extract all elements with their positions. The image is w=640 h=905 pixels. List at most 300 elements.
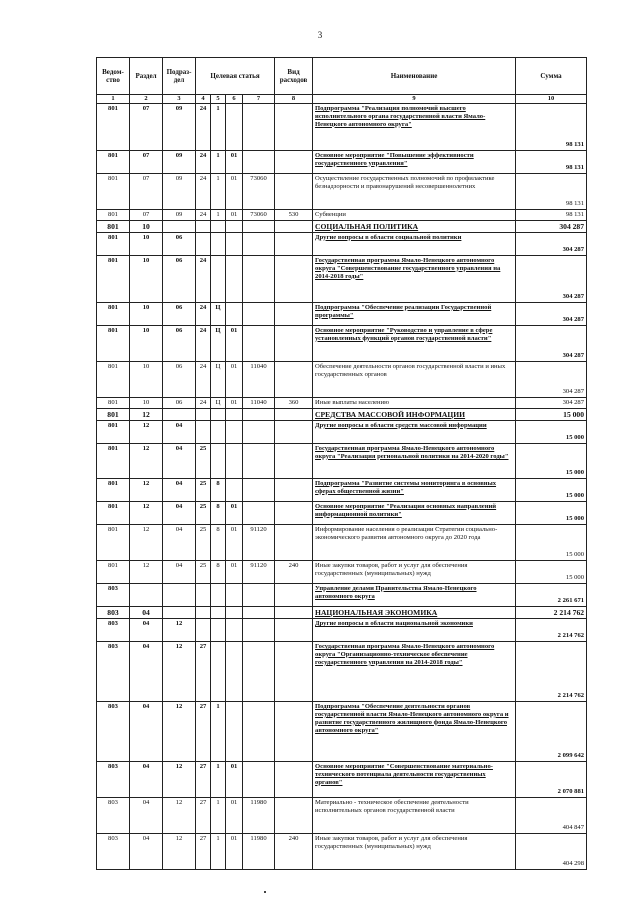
cell-razdel: 12 bbox=[130, 560, 163, 583]
table-row bbox=[97, 560, 587, 583]
cell-cs2: 1 bbox=[211, 150, 226, 173]
table-row bbox=[97, 443, 587, 478]
cell-cs3: 01 bbox=[226, 150, 243, 173]
cell-cs2: Ц bbox=[211, 397, 226, 408]
cell-vedomstvo: 801 bbox=[97, 103, 130, 150]
cell-cs2: Ц bbox=[211, 361, 226, 397]
cell-naimenovanie: Основное мероприятие "Руководство и управление в сфере установленных функций органов государственной власти" bbox=[313, 325, 516, 361]
cell-cs4 bbox=[243, 232, 275, 255]
cell-vid bbox=[275, 232, 313, 255]
cell-cs2: 1 bbox=[211, 209, 226, 220]
cell-cs3 bbox=[226, 232, 243, 255]
cell-cs3: 01 bbox=[226, 397, 243, 408]
table-row bbox=[97, 209, 587, 220]
cell-cs1: 25 bbox=[196, 478, 211, 501]
cell-vedomstvo: 801 bbox=[97, 478, 130, 501]
table-row bbox=[97, 173, 587, 209]
table-row bbox=[97, 761, 587, 797]
cell-cs2: 1 bbox=[211, 833, 226, 869]
cell-vid: 530 bbox=[275, 209, 313, 220]
table-row bbox=[97, 701, 587, 761]
cell-vid bbox=[275, 420, 313, 443]
header-naimenovanie: Наименование bbox=[313, 58, 516, 95]
cell-summa: 404 847 bbox=[516, 797, 587, 833]
cell-summa: 304 287 bbox=[516, 255, 587, 302]
scan-mark bbox=[264, 891, 266, 893]
cell-cs1: 25 bbox=[196, 501, 211, 524]
cell-podrazdel: 04 bbox=[163, 501, 196, 524]
cell-vedomstvo: 801 bbox=[97, 220, 130, 232]
cell-vedomstvo: 801 bbox=[97, 150, 130, 173]
cell-naimenovanie: Подпрограмма "Реализация полномочий высшего исполнительного органа государственной власти Ямало-Ненецкого автономного округа" bbox=[313, 103, 516, 150]
cell-cs4 bbox=[243, 478, 275, 501]
cell-vid bbox=[275, 701, 313, 761]
header-celevaya-statya: Целевая статья bbox=[196, 58, 275, 95]
cell-vid bbox=[275, 606, 313, 618]
cell-cs3 bbox=[226, 103, 243, 150]
cell-razdel: 10 bbox=[130, 232, 163, 255]
cell-summa: 2 214 762 bbox=[516, 606, 587, 618]
cell-podrazdel: 12 bbox=[163, 618, 196, 641]
cell-vedomstvo: 803 bbox=[97, 606, 130, 618]
cell-summa: 15 000 bbox=[516, 501, 587, 524]
table-row bbox=[97, 408, 587, 420]
cell-vedomstvo: 801 bbox=[97, 501, 130, 524]
cell-podrazdel: 06 bbox=[163, 361, 196, 397]
column-number: 6 bbox=[226, 95, 243, 104]
cell-vid bbox=[275, 797, 313, 833]
cell-naimenovanie: Обеспечение деятельности органов государственной власти и иных государственных органов bbox=[313, 361, 516, 397]
cell-podrazdel: 06 bbox=[163, 232, 196, 255]
cell-razdel: 10 bbox=[130, 220, 163, 232]
cell-cs3: 01 bbox=[226, 361, 243, 397]
cell-cs4 bbox=[243, 220, 275, 232]
cell-cs1 bbox=[196, 232, 211, 255]
cell-cs4: 73060 bbox=[243, 173, 275, 209]
cell-naimenovanie: Другие вопросы в области национальной экономики bbox=[313, 618, 516, 641]
cell-vedomstvo: 801 bbox=[97, 560, 130, 583]
cell-podrazdel: 12 bbox=[163, 833, 196, 869]
cell-podrazdel bbox=[163, 583, 196, 606]
cell-vid bbox=[275, 302, 313, 325]
cell-vedomstvo: 801 bbox=[97, 443, 130, 478]
table-row bbox=[97, 232, 587, 255]
cell-podrazdel: 04 bbox=[163, 443, 196, 478]
table-row bbox=[97, 606, 587, 618]
cell-cs1: 24 bbox=[196, 397, 211, 408]
cell-podrazdel: 09 bbox=[163, 209, 196, 220]
cell-podrazdel: 06 bbox=[163, 255, 196, 302]
cell-podrazdel bbox=[163, 220, 196, 232]
cell-cs2: 1 bbox=[211, 173, 226, 209]
header-podrazdel: Подраз-дел bbox=[163, 58, 196, 95]
cell-cs1: 24 bbox=[196, 209, 211, 220]
cell-podrazdel: 09 bbox=[163, 173, 196, 209]
cell-summa: 304 287 bbox=[516, 361, 587, 397]
cell-cs2: 8 bbox=[211, 478, 226, 501]
cell-razdel: 04 bbox=[130, 797, 163, 833]
cell-summa: 304 287 bbox=[516, 220, 587, 232]
cell-cs2 bbox=[211, 220, 226, 232]
cell-vedomstvo: 803 bbox=[97, 797, 130, 833]
cell-cs1: 25 bbox=[196, 560, 211, 583]
column-number: 10 bbox=[516, 95, 587, 104]
cell-cs3: 01 bbox=[226, 209, 243, 220]
cell-cs4: 73060 bbox=[243, 209, 275, 220]
cell-summa: 15 000 bbox=[516, 420, 587, 443]
cell-naimenovanie: Другие вопросы в области средств массовой информации bbox=[313, 420, 516, 443]
column-number: 3 bbox=[163, 95, 196, 104]
cell-vid bbox=[275, 501, 313, 524]
cell-vid bbox=[275, 361, 313, 397]
cell-cs2 bbox=[211, 618, 226, 641]
cell-cs3: 01 bbox=[226, 173, 243, 209]
cell-razdel: 04 bbox=[130, 606, 163, 618]
cell-cs2 bbox=[211, 420, 226, 443]
cell-naimenovanie: Государственная программа Ямало-Ненецкого автономного округа "Реализация региональной политики на 2014-2020 годы" bbox=[313, 443, 516, 478]
cell-cs3 bbox=[226, 255, 243, 302]
cell-vedomstvo: 803 bbox=[97, 701, 130, 761]
cell-cs2 bbox=[211, 443, 226, 478]
table-row bbox=[97, 361, 587, 397]
table-row bbox=[97, 797, 587, 833]
cell-vid bbox=[275, 103, 313, 150]
cell-summa: 404 298 bbox=[516, 833, 587, 869]
cell-summa: 2 070 881 bbox=[516, 761, 587, 797]
cell-cs2: 1 bbox=[211, 103, 226, 150]
column-number: 1 bbox=[97, 95, 130, 104]
cell-vid bbox=[275, 524, 313, 560]
cell-naimenovanie: Иные закупки товаров, работ и услуг для обеспечения государственных (муниципальных) нужд bbox=[313, 833, 516, 869]
cell-naimenovanie: Информирование населения о реализации Стратегии социально-экономического развития автономного округа до 2020 года bbox=[313, 524, 516, 560]
cell-cs3 bbox=[226, 583, 243, 606]
cell-cs1: 24 bbox=[196, 103, 211, 150]
cell-cs3 bbox=[226, 478, 243, 501]
cell-cs3: 01 bbox=[226, 761, 243, 797]
cell-summa: 2 099 642 bbox=[516, 701, 587, 761]
table-row bbox=[97, 524, 587, 560]
header-razdel: Раздел bbox=[130, 58, 163, 95]
cell-cs3: 01 bbox=[226, 833, 243, 869]
cell-cs3 bbox=[226, 618, 243, 641]
table-row bbox=[97, 501, 587, 524]
table-row bbox=[97, 583, 587, 606]
cell-vid: 240 bbox=[275, 833, 313, 869]
cell-razdel: 04 bbox=[130, 701, 163, 761]
cell-cs3 bbox=[226, 443, 243, 478]
cell-podrazdel: 12 bbox=[163, 701, 196, 761]
cell-naimenovanie: Осуществление государственных полномочий по профилактике безнадзорности и правонарушений несовершеннолетних bbox=[313, 173, 516, 209]
cell-cs4 bbox=[243, 302, 275, 325]
cell-cs4 bbox=[243, 103, 275, 150]
cell-summa: 304 287 bbox=[516, 232, 587, 255]
table-row bbox=[97, 255, 587, 302]
cell-naimenovanie: НАЦИОНАЛЬНАЯ ЭКОНОМИКА bbox=[313, 606, 516, 618]
header-vid-raskhodov: Вид расходов bbox=[275, 58, 313, 95]
cell-razdel: 10 bbox=[130, 302, 163, 325]
cell-vid bbox=[275, 618, 313, 641]
cell-cs2 bbox=[211, 255, 226, 302]
cell-summa: 15 000 bbox=[516, 443, 587, 478]
cell-podrazdel: 09 bbox=[163, 103, 196, 150]
table-row bbox=[97, 103, 587, 150]
cell-podrazdel: 06 bbox=[163, 302, 196, 325]
header-summa: Сумма bbox=[516, 58, 587, 95]
cell-cs2 bbox=[211, 583, 226, 606]
cell-cs4 bbox=[243, 606, 275, 618]
cell-cs1: 24 bbox=[196, 173, 211, 209]
cell-cs4 bbox=[243, 408, 275, 420]
cell-cs3 bbox=[226, 701, 243, 761]
column-number: 9 bbox=[313, 95, 516, 104]
cell-cs1 bbox=[196, 618, 211, 641]
cell-cs4: 91120 bbox=[243, 524, 275, 560]
cell-razdel: 04 bbox=[130, 641, 163, 701]
cell-cs2: 1 bbox=[211, 761, 226, 797]
column-number: 5 bbox=[211, 95, 226, 104]
cell-podrazdel: 12 bbox=[163, 797, 196, 833]
cell-naimenovanie: Основное мероприятие "Реализация основных направлений информационной политики" bbox=[313, 501, 516, 524]
page-number: 3 bbox=[317, 30, 323, 40]
column-number-row bbox=[97, 95, 587, 104]
cell-cs1 bbox=[196, 220, 211, 232]
cell-summa: 98 131 bbox=[516, 150, 587, 173]
cell-razdel: 12 bbox=[130, 524, 163, 560]
cell-podrazdel bbox=[163, 408, 196, 420]
cell-cs4 bbox=[243, 150, 275, 173]
cell-cs4 bbox=[243, 618, 275, 641]
table-row bbox=[97, 618, 587, 641]
cell-vedomstvo: 801 bbox=[97, 524, 130, 560]
cell-cs1: 24 bbox=[196, 325, 211, 361]
cell-vid bbox=[275, 761, 313, 797]
cell-razdel: 10 bbox=[130, 325, 163, 361]
cell-cs4 bbox=[243, 325, 275, 361]
cell-vid bbox=[275, 220, 313, 232]
cell-summa: 304 287 bbox=[516, 325, 587, 361]
table-row bbox=[97, 150, 587, 173]
column-number: 4 bbox=[196, 95, 211, 104]
cell-summa: 98 131 bbox=[516, 209, 587, 220]
cell-naimenovanie: Субвенции bbox=[313, 209, 516, 220]
cell-vedomstvo: 801 bbox=[97, 232, 130, 255]
column-number: 7 bbox=[243, 95, 275, 104]
cell-cs1: 24 bbox=[196, 361, 211, 397]
cell-vid bbox=[275, 478, 313, 501]
cell-cs3: 01 bbox=[226, 797, 243, 833]
cell-cs1: 27 bbox=[196, 701, 211, 761]
cell-cs4: 11040 bbox=[243, 361, 275, 397]
cell-naimenovanie: Иные выплаты населению bbox=[313, 397, 516, 408]
cell-naimenovanie: Подпрограмма "Развитие системы мониторинга в основных сферах общественной жизни" bbox=[313, 478, 516, 501]
cell-naimenovanie: Государственная программа Ямало-Ненецкого автономного округа "Организационно-техническое обеспечение государственного управления на 2014-2018 годы" bbox=[313, 641, 516, 701]
cell-podrazdel: 06 bbox=[163, 397, 196, 408]
cell-vid bbox=[275, 408, 313, 420]
table-row bbox=[97, 397, 587, 408]
column-number: 8 bbox=[275, 95, 313, 104]
cell-razdel: 07 bbox=[130, 209, 163, 220]
cell-cs2: Ц bbox=[211, 325, 226, 361]
cell-cs1: 27 bbox=[196, 833, 211, 869]
cell-razdel: 12 bbox=[130, 420, 163, 443]
cell-naimenovanie: Подпрограмма "Обеспечение деятельности органов государственной власти Ямало-Ненецкого автономного округа и развитие государственного жилищного фонда Ямало-Ненецкого автономного округа" bbox=[313, 701, 516, 761]
cell-razdel: 10 bbox=[130, 361, 163, 397]
cell-cs3 bbox=[226, 408, 243, 420]
cell-summa: 304 287 bbox=[516, 397, 587, 408]
cell-cs1 bbox=[196, 606, 211, 618]
cell-cs4: 11980 bbox=[243, 833, 275, 869]
cell-cs2: 1 bbox=[211, 797, 226, 833]
cell-podrazdel: 12 bbox=[163, 761, 196, 797]
cell-naimenovanie: Подпрограмма "Обеспечение реализации Государственной программы" bbox=[313, 302, 516, 325]
cell-cs4 bbox=[243, 701, 275, 761]
cell-cs1: 27 bbox=[196, 797, 211, 833]
cell-vedomstvo: 801 bbox=[97, 302, 130, 325]
cell-vid bbox=[275, 255, 313, 302]
cell-vedomstvo: 801 bbox=[97, 397, 130, 408]
table-row bbox=[97, 420, 587, 443]
cell-vedomstvo: 801 bbox=[97, 325, 130, 361]
cell-cs4 bbox=[243, 761, 275, 797]
budget-table bbox=[96, 57, 587, 870]
cell-naimenovanie: Основное мероприятие "Совершенствование материально-технического потенциала деятельности государственных органов" bbox=[313, 761, 516, 797]
cell-cs1: 25 bbox=[196, 443, 211, 478]
cell-naimenovanie: Основное мероприятие "Повышение эффективности государственного управления" bbox=[313, 150, 516, 173]
cell-cs1: 27 bbox=[196, 641, 211, 701]
cell-razdel bbox=[130, 583, 163, 606]
cell-cs1: 24 bbox=[196, 150, 211, 173]
cell-summa: 304 287 bbox=[516, 302, 587, 325]
cell-vedomstvo: 803 bbox=[97, 618, 130, 641]
cell-cs1 bbox=[196, 408, 211, 420]
cell-cs4 bbox=[243, 583, 275, 606]
cell-vid bbox=[275, 641, 313, 701]
cell-cs3: 01 bbox=[226, 560, 243, 583]
table-row bbox=[97, 833, 587, 869]
cell-podrazdel: 04 bbox=[163, 560, 196, 583]
cell-vid bbox=[275, 150, 313, 173]
cell-cs3 bbox=[226, 641, 243, 701]
cell-vedomstvo: 803 bbox=[97, 833, 130, 869]
cell-cs2: 1 bbox=[211, 701, 226, 761]
cell-cs3: 01 bbox=[226, 325, 243, 361]
cell-vedomstvo: 801 bbox=[97, 173, 130, 209]
cell-razdel: 04 bbox=[130, 761, 163, 797]
cell-razdel: 07 bbox=[130, 150, 163, 173]
cell-summa: 15 000 bbox=[516, 478, 587, 501]
cell-razdel: 12 bbox=[130, 478, 163, 501]
cell-naimenovanie: Иные закупки товаров, работ и услуг для обеспечения государственных (муниципальных) нужд bbox=[313, 560, 516, 583]
cell-vid: 360 bbox=[275, 397, 313, 408]
cell-vid bbox=[275, 583, 313, 606]
cell-summa: 2 261 671 bbox=[516, 583, 587, 606]
cell-cs2 bbox=[211, 606, 226, 618]
cell-vedomstvo: 801 bbox=[97, 361, 130, 397]
cell-cs3 bbox=[226, 302, 243, 325]
cell-vedomstvo: 801 bbox=[97, 420, 130, 443]
table-body bbox=[97, 103, 587, 869]
cell-cs1: 24 bbox=[196, 302, 211, 325]
cell-naimenovanie: Материально - техническое обеспечение деятельности исполнительных органов государственной власти bbox=[313, 797, 516, 833]
cell-naimenovanie: Управление делами Правительства Ямало-Ненецкого автономного округа bbox=[313, 583, 516, 606]
cell-naimenovanie: Другие вопросы в области социальной политики bbox=[313, 232, 516, 255]
cell-vid bbox=[275, 325, 313, 361]
cell-vedomstvo: 803 bbox=[97, 761, 130, 797]
cell-naimenovanie: СРЕДСТВА МАССОВОЙ ИНФОРМАЦИИ bbox=[313, 408, 516, 420]
cell-cs4: 11040 bbox=[243, 397, 275, 408]
cell-cs3: 01 bbox=[226, 524, 243, 560]
cell-cs2: 8 bbox=[211, 524, 226, 560]
cell-summa: 98 131 bbox=[516, 103, 587, 150]
cell-razdel: 12 bbox=[130, 501, 163, 524]
cell-naimenovanie: СОЦИАЛЬНАЯ ПОЛИТИКА bbox=[313, 220, 516, 232]
cell-summa: 15 000 bbox=[516, 560, 587, 583]
header-vedomstvo: Ведом-ство bbox=[97, 58, 130, 95]
cell-razdel: 04 bbox=[130, 833, 163, 869]
cell-vid: 240 bbox=[275, 560, 313, 583]
cell-vedomstvo: 801 bbox=[97, 408, 130, 420]
cell-vid bbox=[275, 443, 313, 478]
cell-summa: 98 131 bbox=[516, 173, 587, 209]
cell-summa: 2 214 762 bbox=[516, 618, 587, 641]
cell-vedomstvo: 801 bbox=[97, 255, 130, 302]
cell-vedomstvo: 803 bbox=[97, 583, 130, 606]
cell-vedomstvo: 803 bbox=[97, 641, 130, 701]
cell-summa: 15 000 bbox=[516, 524, 587, 560]
cell-razdel: 10 bbox=[130, 255, 163, 302]
table-row bbox=[97, 220, 587, 232]
cell-razdel: 04 bbox=[130, 618, 163, 641]
cell-podrazdel: 12 bbox=[163, 641, 196, 701]
cell-cs3: 01 bbox=[226, 501, 243, 524]
cell-naimenovanie: Государственная программа Ямало-Ненецкого автономного округа "Совершенствование государственного управления на 2014-2018 годы" bbox=[313, 255, 516, 302]
cell-cs1: 24 bbox=[196, 255, 211, 302]
cell-cs1 bbox=[196, 583, 211, 606]
cell-cs2 bbox=[211, 232, 226, 255]
cell-podrazdel: 04 bbox=[163, 420, 196, 443]
cell-cs3 bbox=[226, 420, 243, 443]
cell-razdel: 07 bbox=[130, 173, 163, 209]
cell-podrazdel bbox=[163, 606, 196, 618]
cell-cs2: 8 bbox=[211, 560, 226, 583]
cell-razdel: 12 bbox=[130, 408, 163, 420]
table-row bbox=[97, 478, 587, 501]
cell-razdel: 07 bbox=[130, 103, 163, 150]
cell-cs2: 8 bbox=[211, 501, 226, 524]
cell-summa: 15 000 bbox=[516, 408, 587, 420]
cell-cs4: 91120 bbox=[243, 560, 275, 583]
cell-cs2: Ц bbox=[211, 302, 226, 325]
cell-razdel: 10 bbox=[130, 397, 163, 408]
cell-cs3 bbox=[226, 606, 243, 618]
table-row bbox=[97, 641, 587, 701]
cell-vid bbox=[275, 173, 313, 209]
cell-podrazdel: 09 bbox=[163, 150, 196, 173]
cell-razdel: 12 bbox=[130, 443, 163, 478]
cell-cs4 bbox=[243, 255, 275, 302]
table-row bbox=[97, 325, 587, 361]
table-row bbox=[97, 302, 587, 325]
cell-cs1: 27 bbox=[196, 761, 211, 797]
cell-summa: 2 214 762 bbox=[516, 641, 587, 701]
cell-cs4 bbox=[243, 501, 275, 524]
cell-cs2 bbox=[211, 641, 226, 701]
cell-podrazdel: 06 bbox=[163, 325, 196, 361]
column-number: 2 bbox=[130, 95, 163, 104]
cell-cs1 bbox=[196, 420, 211, 443]
cell-podrazdel: 04 bbox=[163, 524, 196, 560]
cell-cs4 bbox=[243, 443, 275, 478]
